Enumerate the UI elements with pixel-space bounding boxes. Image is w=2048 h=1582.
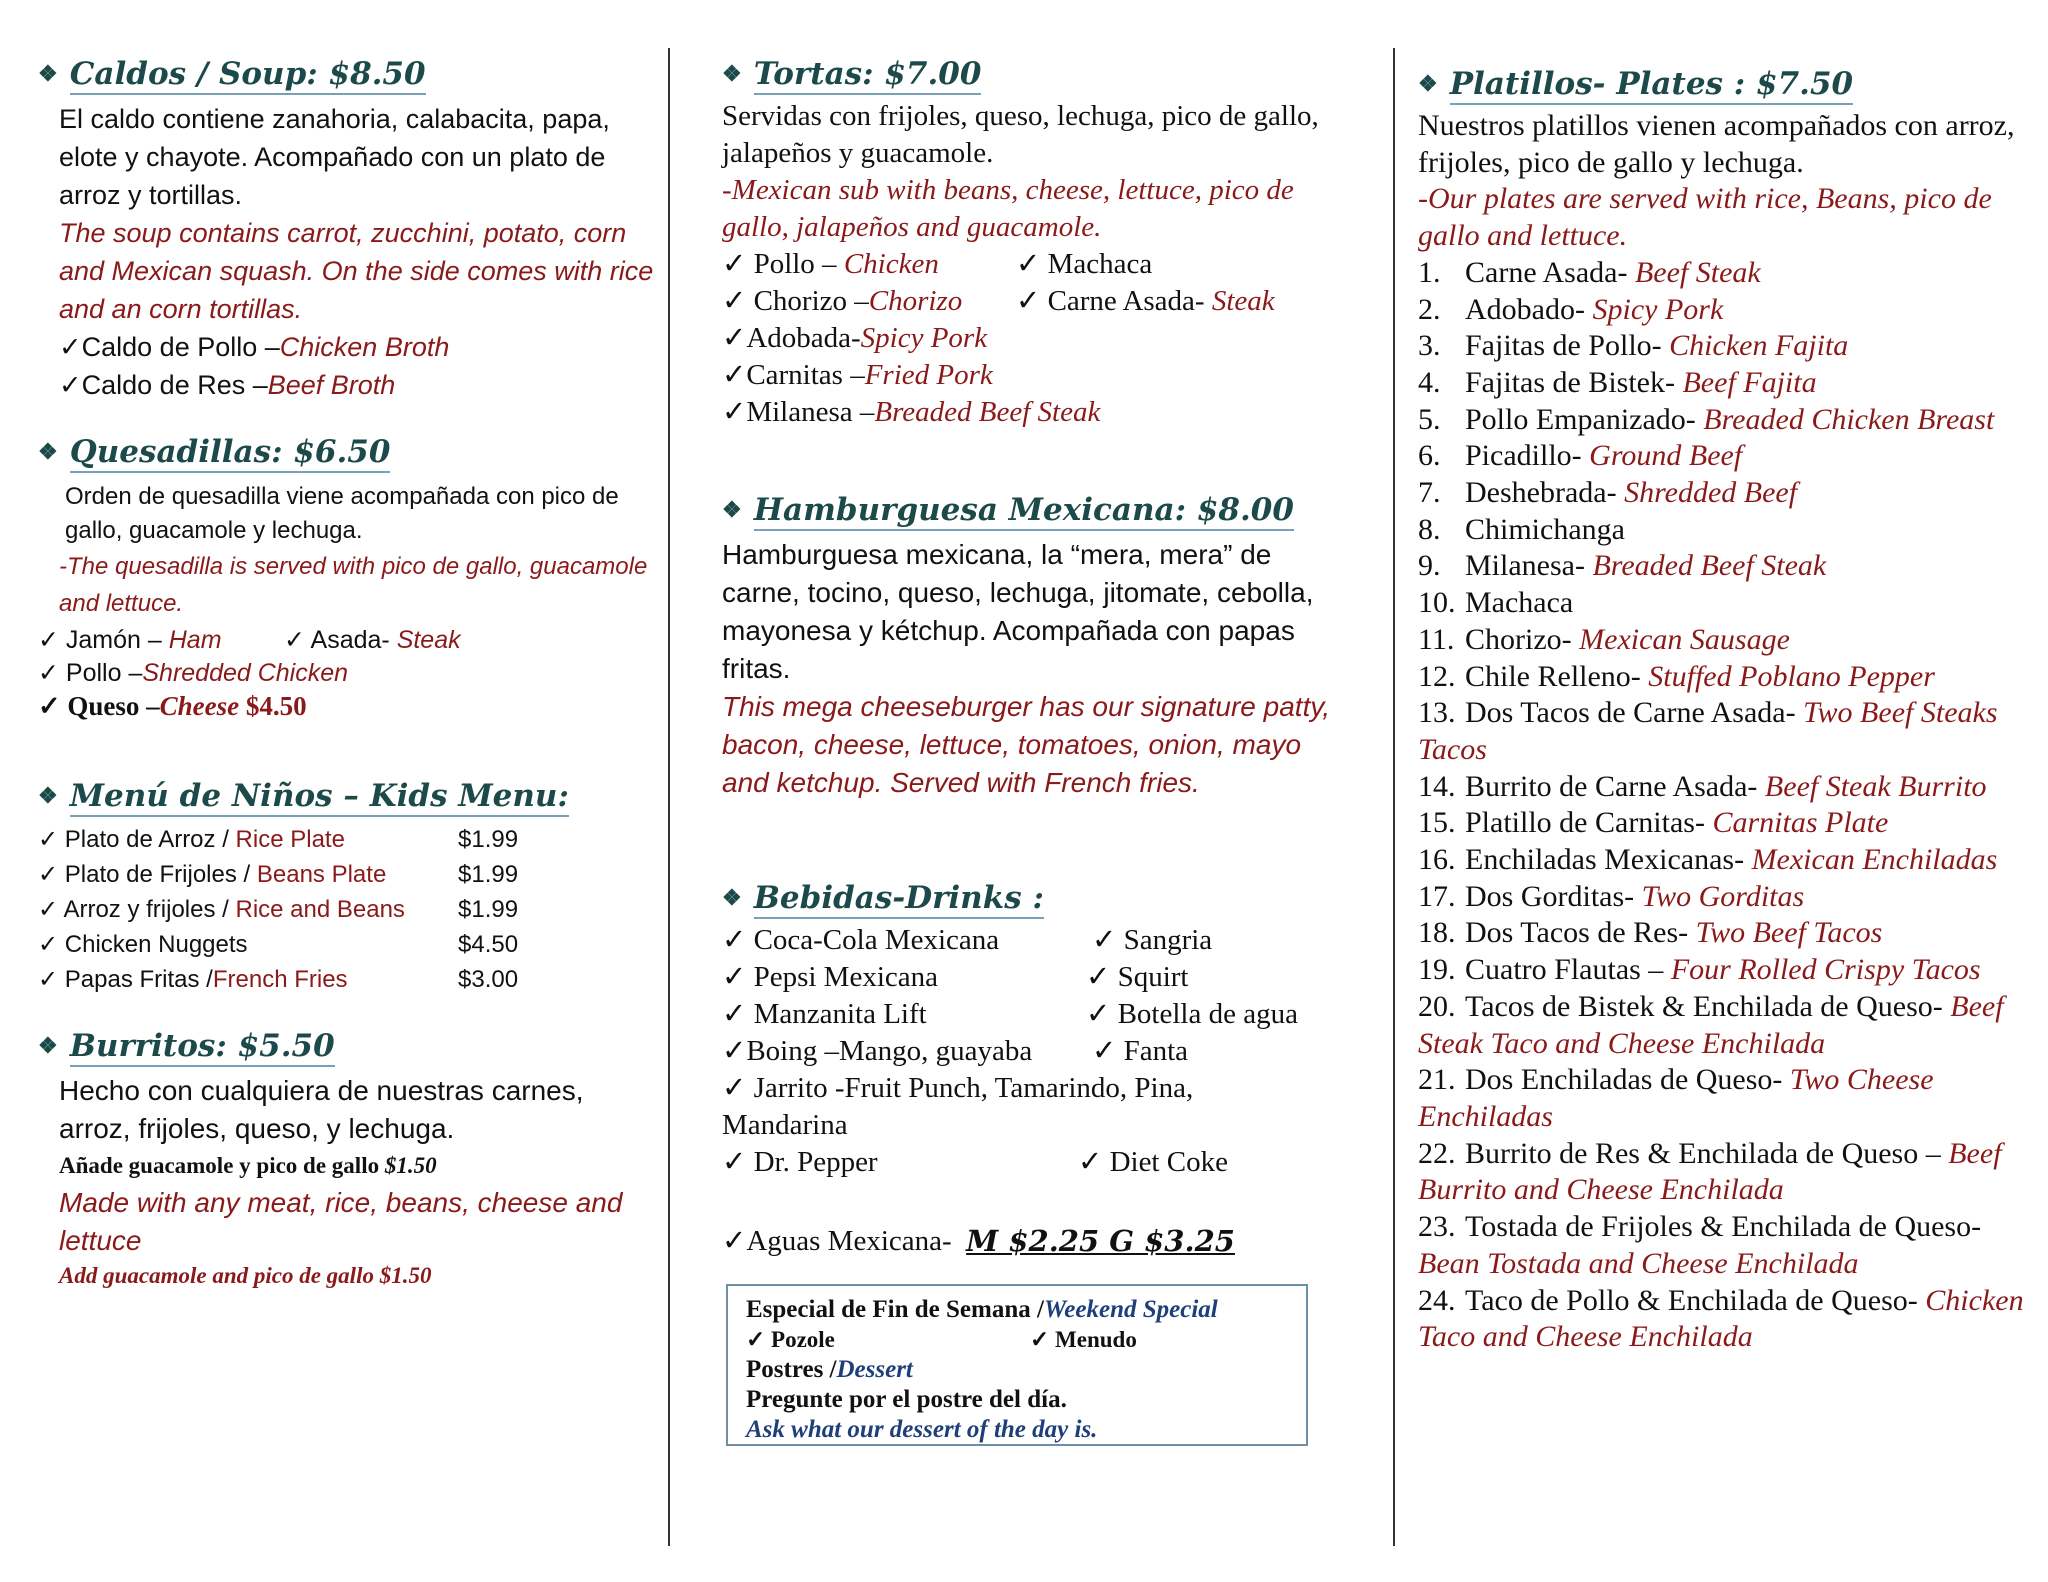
plate-number: 3. bbox=[1418, 329, 1441, 363]
quesadillas-desc-en: -The quesadilla is served with pico de gallo, guacamole and lettuce. bbox=[59, 553, 648, 617]
plate-name-es: Burrito de Res & Enchilada de Queso – bbox=[1465, 1136, 1949, 1170]
burritos-desc-en: Made with any meat, rice, beans, cheese and lettuce bbox=[59, 1187, 623, 1256]
diamond-bullet-icon: ❖ bbox=[38, 61, 58, 87]
plate-number: 15. bbox=[1418, 806, 1456, 840]
plate-name-es: Taco de Pollo & Enchilada de Queso- bbox=[1465, 1283, 1926, 1317]
special-ask: Pregunte por el postre del día. bbox=[746, 1386, 1067, 1413]
diamond-bullet-icon: ❖ bbox=[38, 1033, 58, 1059]
plate-item bbox=[1418, 1136, 2030, 1209]
kids-menu-section bbox=[38, 774, 658, 997]
plate-name-en: Mexican Enchiladas bbox=[1751, 843, 1998, 877]
weekend-special-box bbox=[726, 1284, 1308, 1446]
check-icon: ✓ bbox=[38, 861, 65, 888]
check-icon: ✓ bbox=[38, 659, 59, 687]
check-icon: ✓ bbox=[722, 961, 754, 993]
list-item: ✓ Jamón – Ham ✓ Asada- Steak bbox=[38, 626, 461, 654]
plate-number: 17. bbox=[1418, 879, 1456, 913]
plate-item bbox=[1418, 365, 2030, 402]
plate-name-es: Enchiladas Mexicanas- bbox=[1465, 843, 1752, 877]
check-icon: ✓ bbox=[722, 322, 747, 354]
plate-name-en: Beef Steak bbox=[1634, 255, 1761, 289]
column-divider-left bbox=[668, 48, 670, 1546]
plate-name-en: Ground Beef bbox=[1589, 439, 1743, 473]
list-item: ✓ Chorizo –Chorizo ✓ Carne Asada- Steak bbox=[722, 285, 1275, 317]
tortas-section bbox=[722, 52, 1342, 431]
section-heading: ❖ Tortas: $7.00 bbox=[722, 52, 1342, 96]
diamond-bullet-icon: ❖ bbox=[38, 783, 58, 809]
plate-number: 14. bbox=[1418, 769, 1456, 803]
quesadillas-desc: Orden de quesadilla viene acompañada con pico de gallo, guacamole y lechuga. bbox=[65, 483, 619, 544]
plate-name-en: Two Gorditas bbox=[1641, 879, 1805, 913]
check-icon: ✓ bbox=[38, 826, 65, 853]
aguas-item: ✓ Aguas Mexicana- M $2.25 G $3.25 bbox=[722, 1224, 1235, 1258]
diamond-bullet-icon: ❖ bbox=[722, 61, 742, 87]
plate-number: 18. bbox=[1418, 916, 1456, 950]
section-heading: ❖ Menú de Niños – Kids Menu: bbox=[38, 774, 658, 818]
check-icon: ✓ bbox=[38, 896, 64, 923]
plate-name-es: Dos Gorditas- bbox=[1465, 879, 1642, 913]
plate-name-en: Carnitas Plate bbox=[1712, 806, 1889, 840]
drink-item: ✓Boing –Mango, guayaba ✓ Fanta bbox=[722, 1035, 1188, 1067]
check-icon: ✓ bbox=[722, 359, 747, 391]
section-heading: ❖ Burritos: $5.50 bbox=[38, 1024, 658, 1068]
list-item: ✓ Pollo – Chicken ✓ Machaca bbox=[722, 248, 1153, 280]
plate-item bbox=[1418, 328, 2030, 365]
plate-name-en: Shredded Beef bbox=[1624, 476, 1798, 510]
plate-name-es: Milanesa- bbox=[1465, 549, 1593, 583]
plate-name-es: Cuatro Flautas – bbox=[1465, 953, 1671, 987]
section-heading: ❖ Caldos / Soup: $8.50 bbox=[38, 52, 658, 96]
plate-name-es: Chimichanga bbox=[1465, 512, 1625, 546]
diamond-bullet-icon: ❖ bbox=[722, 885, 742, 911]
platillos-section bbox=[1418, 62, 2030, 1356]
burritos-desc: Hecho con cualquiera de nuestras carnes, arroz, frijoles, queso, y lechuga. bbox=[59, 1075, 584, 1144]
plate-item bbox=[1418, 842, 2030, 879]
drink-item: ✓ Coca-Cola Mexicana ✓ Sangria bbox=[722, 924, 1213, 956]
drink-item: ✓ Pepsi Mexicana ✓ Squirt bbox=[722, 961, 1189, 993]
plate-name-es: Chile Relleno- bbox=[1465, 659, 1649, 693]
kids-item: ✓ Arroz y frijoles / Rice and Beans $1.99 bbox=[38, 896, 519, 923]
list-item: ✓ Pollo – Shredded Chicken bbox=[38, 657, 658, 690]
list-item: ✓ Adobada- Spicy Pork bbox=[722, 320, 1342, 357]
plate-name-en: Two Beef Tacos bbox=[1695, 916, 1883, 950]
kids-item: ✓ Chicken Nuggets $4.50 bbox=[38, 931, 519, 958]
plate-number: 12. bbox=[1418, 659, 1456, 693]
check-icon: ✓ bbox=[722, 1072, 754, 1104]
plate-name-en: Four Rolled Crispy Tacos bbox=[1670, 953, 1981, 987]
check-icon: ✓ bbox=[1086, 961, 1118, 993]
plate-item bbox=[1418, 915, 2030, 952]
special-title: Especial de Fin de Semana /Weekend Special bbox=[746, 1296, 1218, 1323]
plate-name-es: Chorizo- bbox=[1465, 622, 1580, 656]
plate-item bbox=[1418, 255, 2030, 292]
check-icon: ✓ bbox=[1092, 1035, 1124, 1067]
special-items: ✓ Pozole ✓ Menudo bbox=[746, 1327, 1137, 1352]
section-heading: ❖ Hamburguesa Mexicana: $8.00 bbox=[722, 488, 1342, 532]
plate-name-en: Chicken Taco and Cheese Enchilada bbox=[1418, 1283, 2024, 1354]
plate-number: 23. bbox=[1418, 1210, 1456, 1244]
plate-name-es: Tacos de Bistek & Enchilada de Queso- bbox=[1465, 989, 1951, 1023]
plate-number: 5. bbox=[1418, 402, 1441, 436]
kids-item: ✓ Plato de Frijoles / Beans Plate $1.99 bbox=[38, 861, 519, 888]
plate-number: 7. bbox=[1418, 476, 1441, 510]
drink-item: ✓ Jarrito -Fruit Punch, Tamarindo, Pina, Mandarina bbox=[722, 1072, 1194, 1141]
check-icon: ✓ bbox=[284, 626, 311, 654]
drink-item: ✓ Manzanita Lift ✓ Botella de agua bbox=[722, 998, 1298, 1030]
plate-number: 1. bbox=[1418, 255, 1441, 289]
check-icon: ✓ bbox=[38, 931, 65, 958]
check-icon: ✓ bbox=[1016, 285, 1048, 317]
list-item: ✓ Carnitas – Fried Pork bbox=[722, 357, 1342, 394]
plate-name-en: Stuffed Poblano Pepper bbox=[1648, 659, 1935, 693]
list-item: ✓ Queso – Cheese $4.50 bbox=[38, 691, 307, 721]
plate-item bbox=[1418, 292, 2030, 329]
plate-name-es: Carne Asada- bbox=[1465, 255, 1635, 289]
check-icon: ✓ bbox=[1078, 1146, 1110, 1178]
check-icon: ✓ bbox=[722, 924, 754, 956]
plate-name-es: Burrito de Carne Asada- bbox=[1465, 769, 1765, 803]
kids-item: ✓ Papas Fritas /French Fries $3.00 bbox=[38, 966, 519, 993]
diamond-bullet-icon: ❖ bbox=[1418, 71, 1438, 97]
plate-item bbox=[1418, 695, 2030, 768]
plate-name-en: Bean Tostada and Cheese Enchilada bbox=[1418, 1246, 1859, 1280]
check-icon: ✓ bbox=[722, 1225, 747, 1257]
check-icon: ✓ bbox=[722, 1035, 747, 1067]
special-ask-en: Ask what our dessert of the day is. bbox=[746, 1416, 1098, 1443]
plate-item bbox=[1418, 512, 2030, 549]
check-icon: ✓ bbox=[38, 691, 61, 721]
plate-item bbox=[1418, 1209, 2030, 1282]
plate-name-en: Breaded Beef Steak bbox=[1592, 549, 1827, 583]
plates-list bbox=[1418, 255, 2030, 1356]
plate-name-es: Fajitas de Bistek- bbox=[1465, 365, 1683, 399]
kids-item: ✓ Plato de Arroz / Rice Plate $1.99 bbox=[38, 826, 519, 853]
check-icon: ✓ bbox=[1086, 998, 1118, 1030]
plate-name-en: Beef Burrito and Cheese Enchilada bbox=[1418, 1136, 2002, 1207]
plate-number: 6. bbox=[1418, 439, 1441, 473]
plate-name-es: Pollo Empanizado- bbox=[1465, 402, 1704, 436]
plate-item bbox=[1418, 475, 2030, 512]
plate-name-en: Beef Steak Burrito bbox=[1764, 769, 1987, 803]
check-icon: ✓ bbox=[722, 1146, 754, 1178]
plate-item bbox=[1418, 548, 2030, 585]
plate-name-en: Beef Fajita bbox=[1682, 365, 1817, 399]
special-postres: Postres /Dessert bbox=[746, 1356, 913, 1383]
column-divider-right bbox=[1393, 48, 1395, 1546]
burritos-addon-en: Add guacamole and pico de gallo $1.50 bbox=[59, 1263, 432, 1288]
platillos-desc: Nuestros platillos vienen acompañados con arroz, frijoles, pico de gallo y lechuga. bbox=[1418, 109, 2015, 179]
caldos-section bbox=[38, 52, 658, 404]
section-heading: ❖ Bebidas-Drinks : bbox=[722, 876, 1342, 920]
check-icon: ✓ bbox=[722, 998, 754, 1030]
check-icon: ✓ bbox=[722, 248, 754, 280]
hamburguesa-desc-en: This mega cheeseburger has our signature patty, bacon, cheese, lettuce, tomatoes, onion, mayo and ketchup. Served with French fries. bbox=[722, 691, 1331, 798]
plate-name-en: Beef Steak Taco and Cheese Enchilada bbox=[1418, 989, 2004, 1060]
tortas-desc: Servidas con frijoles, queso, lechuga, pico de gallo, jalapeños y guacamole. bbox=[722, 100, 1319, 169]
plate-name-es: Machaca bbox=[1465, 586, 1574, 620]
list-item: ✓ Milanesa – Breaded Beef Steak bbox=[722, 394, 1342, 431]
tortas-desc-en: -Mexican sub with beans, cheese, lettuce, pico de gallo, jalapeños and guacamole. bbox=[722, 174, 1294, 243]
plate-item bbox=[1418, 952, 2030, 989]
plate-item bbox=[1418, 402, 2030, 439]
plate-number: 24. bbox=[1418, 1283, 1456, 1317]
plate-number: 10. bbox=[1418, 586, 1456, 620]
plate-name-es: Dos Tacos de Res- bbox=[1465, 916, 1696, 950]
hamburguesa-section bbox=[722, 488, 1342, 802]
plate-number: 22. bbox=[1418, 1136, 1456, 1170]
plate-number: 2. bbox=[1418, 292, 1441, 326]
section-heading: ❖ Platillos- Plates : $7.50 bbox=[1418, 62, 2030, 106]
quesadillas-section bbox=[38, 430, 658, 723]
list-item: ✓Caldo de Res –Beef Broth bbox=[59, 366, 658, 404]
check-icon: ✓ bbox=[59, 332, 82, 362]
plate-name-es: Deshebrada- bbox=[1465, 476, 1625, 510]
plate-number: 4. bbox=[1418, 365, 1441, 399]
diamond-bullet-icon: ❖ bbox=[722, 497, 742, 523]
plate-number: 9. bbox=[1418, 549, 1441, 583]
plate-name-es: Dos Tacos de Carne Asada- bbox=[1465, 696, 1804, 730]
plate-name-en: Spicy Pork bbox=[1592, 292, 1724, 326]
list-item: ✓Caldo de Pollo –Chicken Broth bbox=[59, 328, 658, 366]
plate-name-es: Fajitas de Pollo- bbox=[1465, 329, 1670, 363]
plate-name-en: Two Beef Steaks Tacos bbox=[1418, 696, 1998, 766]
caldos-desc: El caldo contiene zanahoria, calabacita, papa, elote y chayote. Acompañado con un plato de arroz y tortillas. bbox=[59, 104, 610, 210]
plate-name-en: Chicken Fajita bbox=[1669, 329, 1849, 363]
plate-item bbox=[1418, 805, 2030, 842]
plate-item bbox=[1418, 989, 2030, 1062]
diamond-bullet-icon: ❖ bbox=[38, 439, 58, 465]
plate-number: 20. bbox=[1418, 989, 1456, 1023]
plate-name-en: Mexican Sausage bbox=[1579, 622, 1790, 656]
drink-item: ✓ Dr. Pepper ✓ Diet Coke bbox=[722, 1146, 1228, 1178]
burritos-addon: Añade guacamole y pico de gallo $1.50 bbox=[59, 1153, 437, 1178]
caldos-desc-en: The soup contains carrot, zucchini, potato, corn and Mexican squash. On the side comes with rice and an corn tortillas. bbox=[59, 218, 654, 324]
plate-item bbox=[1418, 659, 2030, 696]
plate-name-es: Picadillo- bbox=[1465, 439, 1590, 473]
check-icon: ✓ bbox=[1016, 248, 1048, 280]
check-icon: ✓ bbox=[722, 396, 747, 428]
hamburguesa-desc: Hamburguesa mexicana, la “mera, mera” de carne, tocino, queso, lechuga, jitomate, cebolla, mayonesa y kétchup. Acompañada con papas fritas. bbox=[722, 539, 1314, 684]
plate-number: 19. bbox=[1418, 953, 1456, 987]
plate-name-es: Dos Enchiladas de Queso- bbox=[1465, 1063, 1790, 1097]
check-icon: ✓ bbox=[38, 966, 65, 993]
plate-name-es: Platillo de Carnitas- bbox=[1465, 806, 1713, 840]
plate-item bbox=[1418, 622, 2030, 659]
check-icon: ✓ bbox=[722, 285, 754, 317]
plate-number: 11. bbox=[1418, 622, 1455, 656]
check-icon: ✓ bbox=[1030, 1327, 1056, 1352]
bebidas-section bbox=[722, 876, 1342, 1260]
check-icon: ✓ bbox=[746, 1327, 772, 1352]
plate-item bbox=[1418, 769, 2030, 806]
check-icon: ✓ bbox=[38, 626, 66, 654]
plate-number: 13. bbox=[1418, 696, 1456, 730]
plate-name-en: Breaded Chicken Breast bbox=[1703, 402, 1995, 436]
plate-item bbox=[1418, 1283, 2030, 1356]
plate-number: 8. bbox=[1418, 512, 1441, 546]
plate-name-en: Two Cheese Enchiladas bbox=[1418, 1063, 1934, 1133]
check-icon: ✓ bbox=[59, 370, 82, 400]
plate-item bbox=[1418, 879, 2030, 916]
plate-item bbox=[1418, 1062, 2030, 1135]
plate-name-es: Tostada de Frijoles & Enchilada de Queso- bbox=[1465, 1210, 1982, 1244]
platillos-desc-en: -Our plates are served with rice, Beans, pico de gallo and lettuce. bbox=[1418, 182, 1992, 253]
plate-number: 21. bbox=[1418, 1063, 1456, 1097]
plate-item bbox=[1418, 585, 2030, 622]
check-icon: ✓ bbox=[1092, 924, 1124, 956]
burritos-section bbox=[38, 1024, 658, 1292]
plate-item bbox=[1418, 438, 2030, 475]
plate-number: 16. bbox=[1418, 843, 1456, 877]
plate-name-es: Adobado- bbox=[1465, 292, 1593, 326]
section-heading: ❖ Quesadillas: $6.50 bbox=[38, 430, 658, 474]
